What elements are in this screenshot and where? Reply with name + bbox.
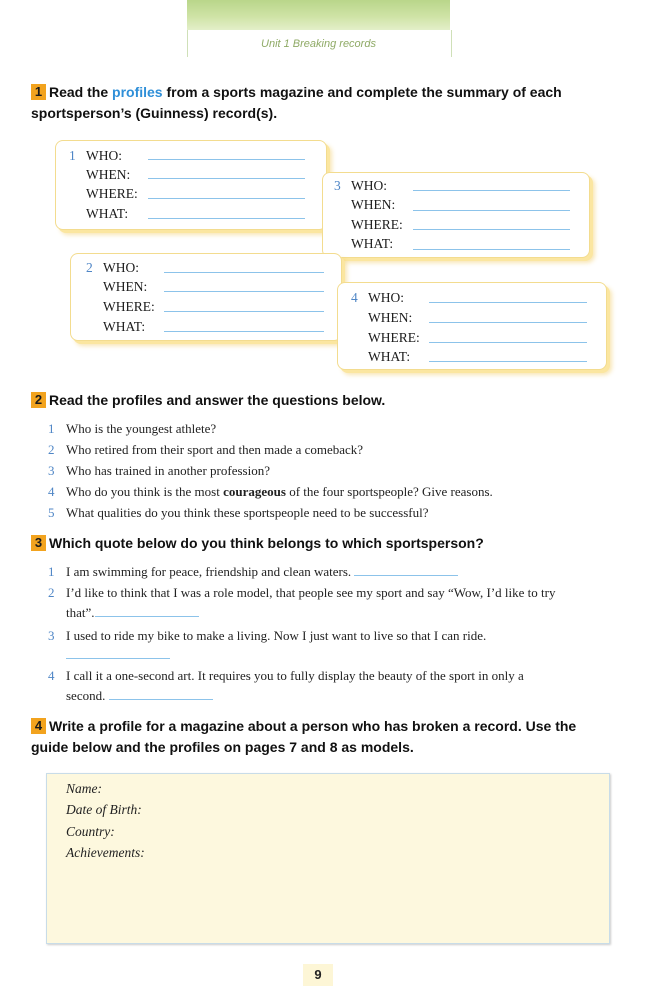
card-1-what-label: WHAT: <box>86 206 129 221</box>
ex3-quote: 3 I used to ride my bike to make a living. Now I just want to live so that I can ride. <box>48 628 487 643</box>
card-1-when-blank[interactable] <box>148 178 305 179</box>
card-4-who-label: WHO: <box>368 290 404 305</box>
ex3-quote: 2 I’d like to think that I was a role model, that people see my sport and say “Wow, I’d like to try <box>48 585 556 600</box>
card-3-who-blank[interactable] <box>413 190 570 191</box>
card-3-number: 3 <box>334 178 341 193</box>
ex2-question: 2 Who retired from their sport and then made a comeback? <box>48 442 364 457</box>
ex4-number: 4 <box>31 718 46 734</box>
ex2-question: 3 Who has trained in another profession? <box>48 463 270 478</box>
card-1-who-blank[interactable] <box>148 159 305 160</box>
ex2-question: 5 What qualities do you think these sportspeople need to be successful? <box>48 505 429 520</box>
name-field-label: Name: <box>66 781 102 796</box>
card-1-what-blank[interactable] <box>148 218 305 219</box>
ex3-instruction: 3 Which quote below do you think belongs to which sportsperson? <box>31 533 484 554</box>
card-3-when-label: WHEN: <box>351 197 396 212</box>
quote-1-blank[interactable] <box>354 563 458 576</box>
card-4-when-label: WHEN: <box>368 310 413 325</box>
card-4-what-label: WHAT: <box>368 349 411 364</box>
card-1-where-label: WHERE: <box>86 186 138 201</box>
card-2-when-label: WHEN: <box>103 279 148 294</box>
ex2-instruction: 2 Read the profiles and answer the questions below. <box>31 390 385 411</box>
ex3-quote: 1 I am swimming for peace, friendship and clean waters. <box>48 562 608 582</box>
card-4-number: 4 <box>351 290 358 305</box>
card-2-what-label: WHAT: <box>103 319 146 334</box>
card-2-where-label: WHERE: <box>103 299 155 314</box>
card-1-when-label: WHEN: <box>86 167 131 182</box>
card-3-what-label: WHAT: <box>351 236 394 251</box>
quote-3-blank[interactable] <box>66 658 170 659</box>
card-3-when-blank[interactable] <box>413 210 570 211</box>
profiles-link[interactable]: profiles <box>112 84 163 100</box>
card-3-where-label: WHERE: <box>351 217 403 232</box>
card-3-what-blank[interactable] <box>413 249 570 250</box>
card-1-number: 1 <box>69 148 76 163</box>
card-4-what-blank[interactable] <box>429 361 587 362</box>
country-field-label: Country: <box>66 824 115 839</box>
unit-title: Unit 1 Breaking records <box>261 38 376 50</box>
card-2-number: 2 <box>86 260 93 275</box>
card-2-who-blank[interactable] <box>164 272 324 273</box>
achievements-field-label: Achievements: <box>66 845 145 860</box>
ex3-quote-cont: that”. <box>66 603 199 623</box>
ex2-question: 1 Who is the youngest athlete? <box>48 421 217 436</box>
ex3-quote: 4 I call it a one-second art. It requires you to fully display the beauty of the sport in only a <box>48 668 524 683</box>
card-2-when-blank[interactable] <box>164 291 324 292</box>
card-1-where-blank[interactable] <box>148 198 305 199</box>
card-4-when-blank[interactable] <box>429 322 587 323</box>
page-number: 9 <box>303 964 333 986</box>
card-4-where-blank[interactable] <box>429 342 587 343</box>
card-4-who-blank[interactable] <box>429 302 587 303</box>
ex3-quote-cont: second. <box>66 686 213 706</box>
ex1-instruction: 1 Read the profiles from a sports magazine and complete the summary of each sportsperson’s (Guinness) record(s). <box>31 84 562 121</box>
dob-field-label: Date of Birth: <box>66 802 142 817</box>
ex2-number: 2 <box>31 392 46 408</box>
card-4-where-label: WHERE: <box>368 330 420 345</box>
ex2-question: 4 Who do you think is the most courageous of the four sportspeople? Give reasons. <box>48 484 493 499</box>
header-banner-image <box>187 0 450 30</box>
card-3-who-label: WHO: <box>351 178 387 193</box>
card-1-who-label: WHO: <box>86 148 122 163</box>
ex3-number: 3 <box>31 535 46 551</box>
card-2-what-blank[interactable] <box>164 331 324 332</box>
card-2-who-label: WHO: <box>103 260 139 275</box>
card-2-where-blank[interactable] <box>164 311 324 312</box>
quote-4-blank[interactable] <box>109 687 213 700</box>
card-3-where-blank[interactable] <box>413 229 570 230</box>
ex4-instruction: 4 Write a profile for a magazine about a person who has broken a record. Use the guide below and the profiles on pages 7 and 8 as models. <box>31 718 577 755</box>
quote-2-blank[interactable] <box>95 604 199 617</box>
ex1-number: 1 <box>31 84 46 100</box>
